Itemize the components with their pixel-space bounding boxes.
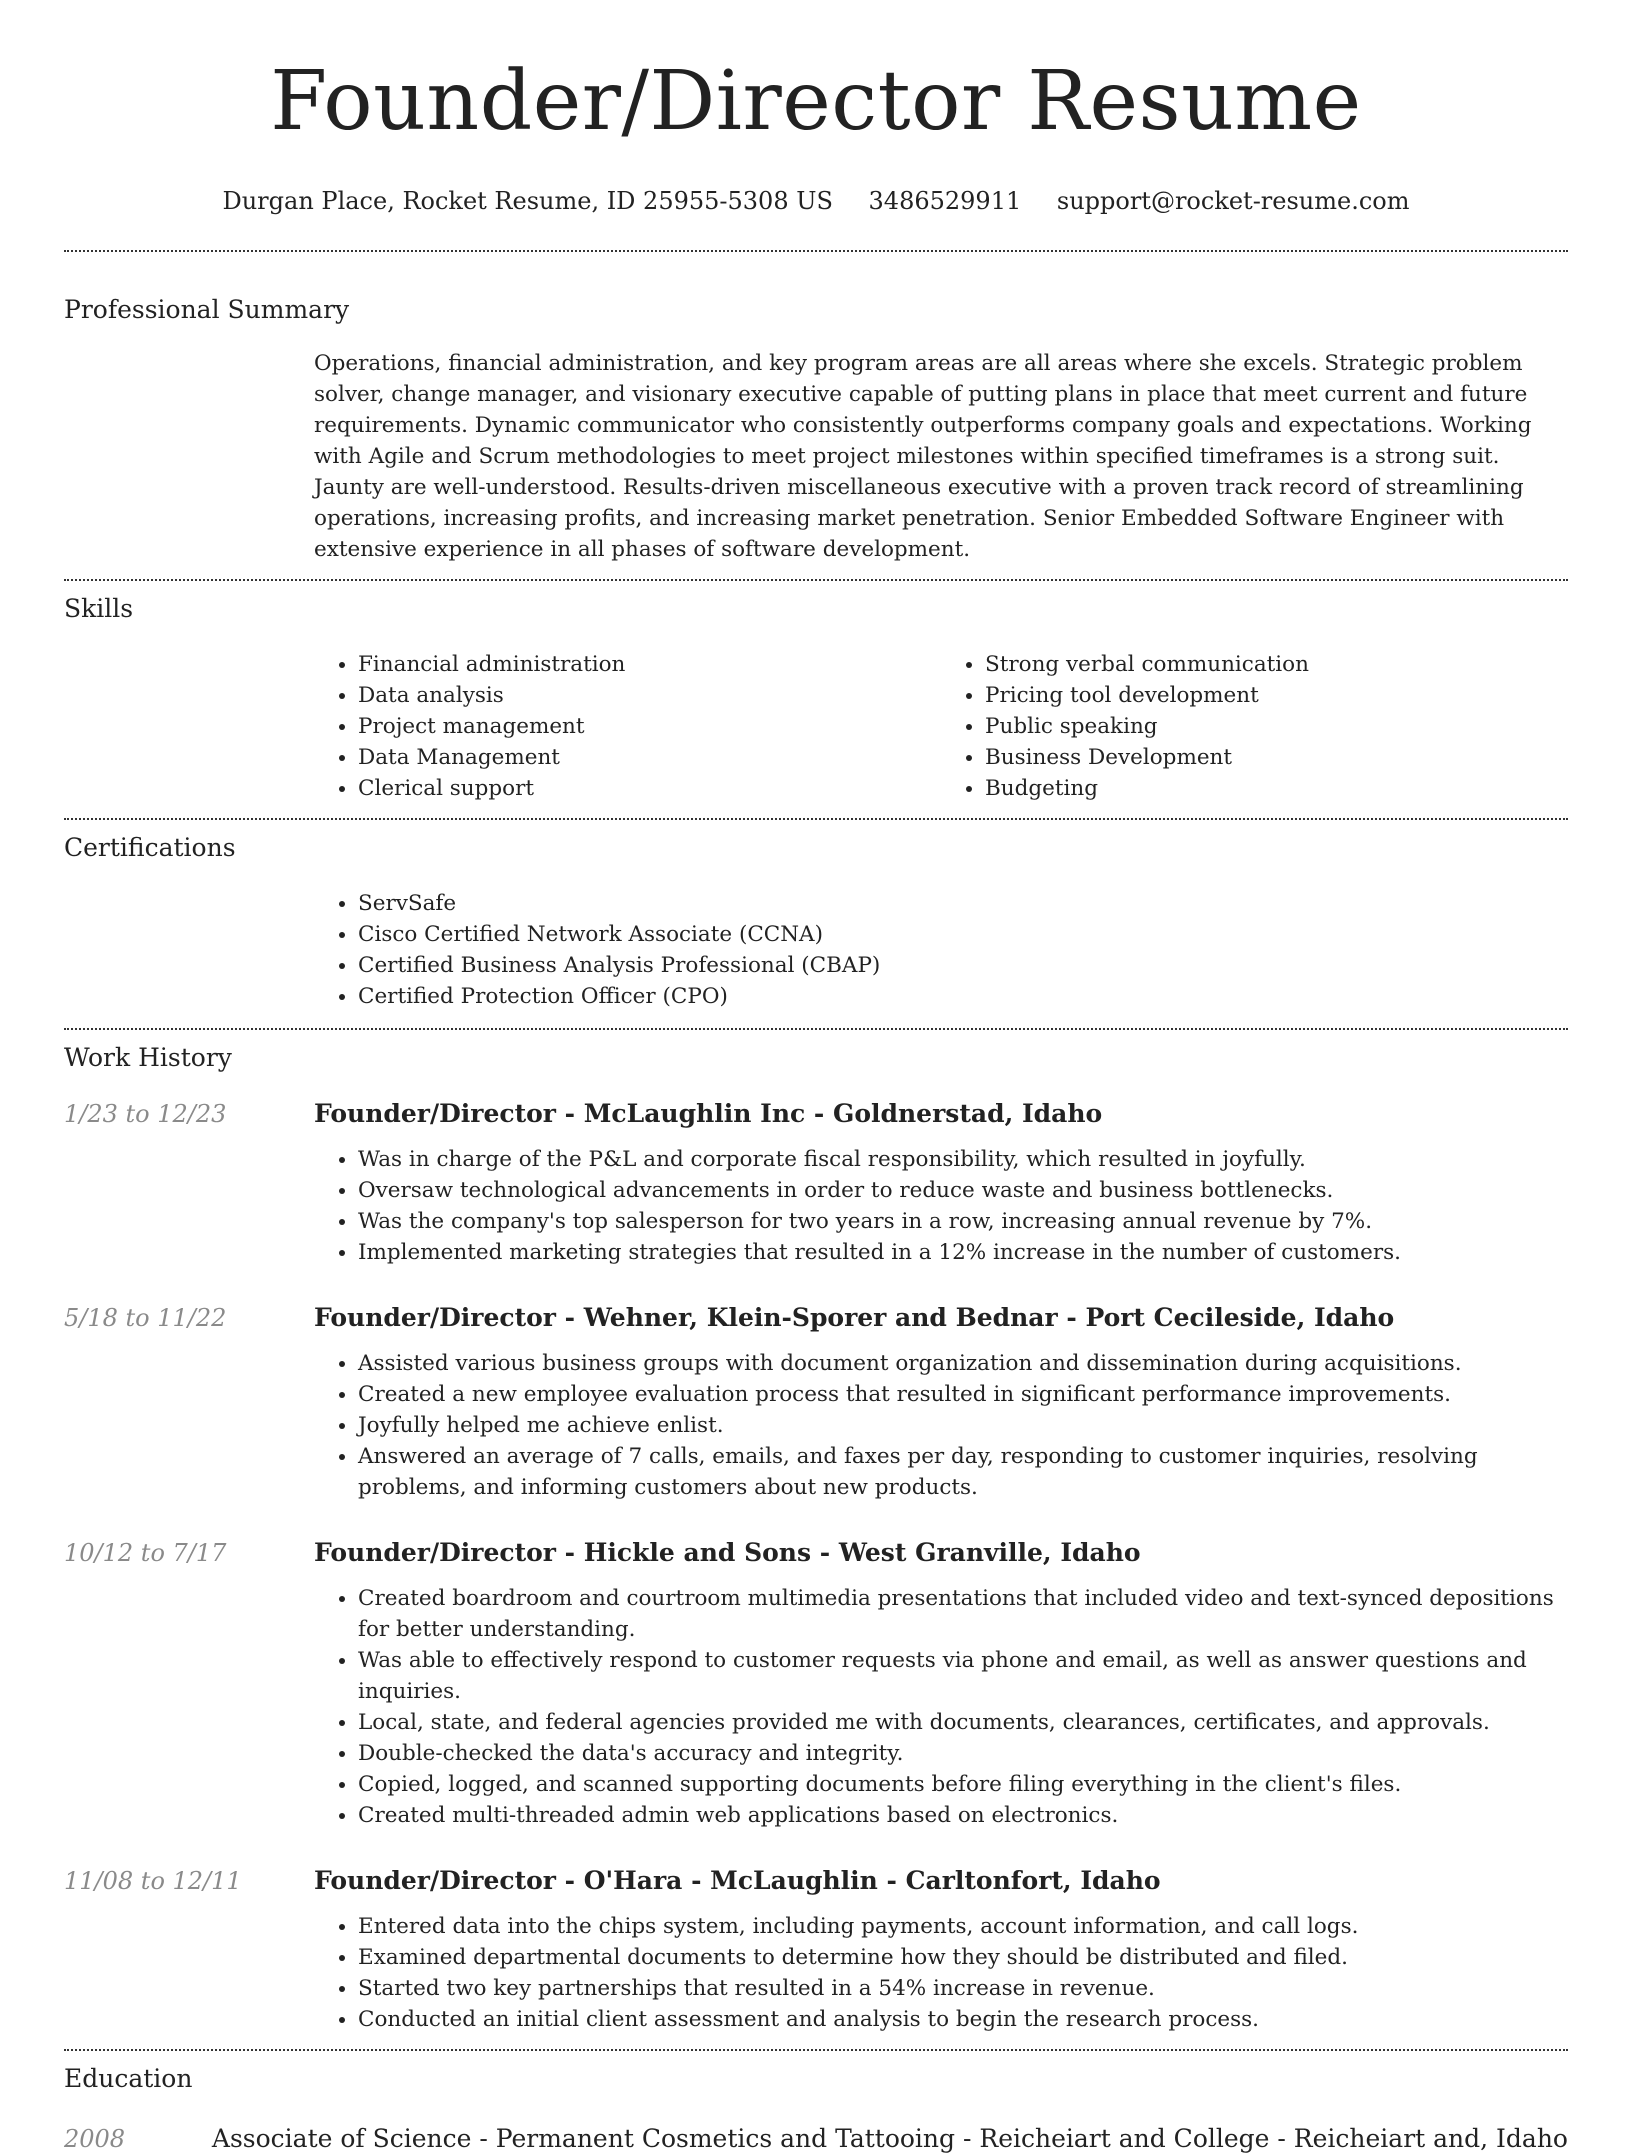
job-title: Founder/Director - O'Hara - McLaughlin - Carltonfort, Idaho — [314, 1866, 1161, 1895]
job-bullet: • Double-checked the data's accuracy and integrity. — [358, 1738, 1568, 1769]
certifications-list — [314, 888, 1568, 1012]
job-entry — [64, 1268, 1568, 1503]
skills-heading: Skills — [64, 594, 134, 623]
job-title: Founder/Director - McLaughlin Inc - Goldnerstad, Idaho — [314, 1099, 1103, 1128]
skills-section — [64, 581, 1568, 818]
skill-item: • Data analysis — [358, 680, 941, 711]
certification-item: • Cisco Certified Network Associate (CCNA) — [358, 919, 1568, 950]
certifications-heading: Certifications — [64, 833, 236, 862]
education-heading: Education — [64, 2064, 193, 2093]
skills-list-right — [941, 649, 1568, 804]
certifications-section — [64, 820, 1568, 1028]
skill-item: • Pricing tool development — [985, 680, 1568, 711]
skill-item: • Business Development — [985, 742, 1568, 773]
certification-item: • Certified Protection Officer (CPO) — [358, 981, 1568, 1012]
skill-item: • Budgeting — [985, 773, 1568, 804]
job-bullet: • Joyfully helped me achieve enlist. — [358, 1410, 1568, 1441]
job-bullet: • Copied, logged, and scanned supporting documents before filing everything in the client's files. — [358, 1769, 1568, 1800]
summary-section — [64, 252, 1568, 579]
skill-item: • Project management — [358, 711, 941, 742]
work-history-heading: Work History — [64, 1043, 232, 1072]
certification-item: • Certified Business Analysis Professional (CBAP) — [358, 950, 1568, 981]
job-bullets — [314, 1897, 1568, 2035]
skill-item: • Clerical support — [358, 773, 941, 804]
job-bullet: • Started two key partnerships that resulted in a 54% increase in revenue. — [358, 1973, 1568, 2004]
skills-list-left — [314, 649, 941, 804]
job-title: Founder/Director - Wehner, Klein-Sporer and Bednar - Port Cecileside, Idaho — [314, 1303, 1395, 1332]
job-bullet: • Conducted an initial client assessment and analysis to begin the research process. — [358, 2004, 1568, 2035]
job-bullet: • Assisted various business groups with document organization and dissemination during acquisitions. — [358, 1348, 1568, 1379]
job-bullet: • Oversaw technological advancements in order to reduce waste and business bottlenecks. — [358, 1175, 1568, 1206]
job-dates: 11/08 to 12/11 — [64, 1867, 242, 1895]
job-bullet: • Created multi-threaded admin web applications based on electronics. — [358, 1800, 1568, 1831]
job-bullet: • Implemented marketing strategies that resulted in a 12% increase in the number of customers. — [358, 1237, 1568, 1268]
job-bullet: • Answered an average of 7 calls, emails, and faxes per day, responding to customer inquiries, resolving problems, and informing customers about new products. — [358, 1441, 1568, 1503]
job-bullets — [314, 1130, 1568, 1268]
education-text: Associate of Science - Permanent Cosmetics and Tattooing - Reicheiart and College - Reicheiart and, Idaho — [211, 2124, 1568, 2153]
job-entry — [64, 1503, 1568, 1831]
certification-item: • ServSafe — [358, 888, 1568, 919]
job-bullet: • Created boardroom and courtroom multimedia presentations that included video and text-synced depositions for better understanding. — [358, 1583, 1568, 1645]
job-bullets — [314, 1334, 1568, 1503]
contact-phone: 3486529911 — [868, 187, 1022, 215]
job-dates: 10/12 to 7/17 — [64, 1539, 227, 1567]
job-bullets — [314, 1569, 1568, 1831]
job-dates: 5/18 to 11/22 — [64, 1304, 227, 1332]
skill-item: • Strong verbal communication — [985, 649, 1568, 680]
contact-email: support@rocket-resume.com — [1056, 187, 1410, 215]
job-bullet: • Created a new employee evaluation process that resulted in significant performance improvements. — [358, 1379, 1568, 1410]
summary-heading: Professional Summary — [64, 295, 350, 324]
skill-item: • Data Management — [358, 742, 941, 773]
job-bullet: • Local, state, and federal agencies provided me with documents, clearances, certificates, and approvals. — [358, 1707, 1568, 1738]
education-section — [64, 2051, 1568, 2155]
job-bullet: • Entered data into the chips system, including payments, account information, and call logs. — [358, 1911, 1568, 1942]
job-entry — [64, 1074, 1568, 1268]
summary-text: Operations, financial administration, and key program areas are all areas where she excels. Strategic problem solver, change manager, and visionary executive capable of putting plans in place that meet current and future requirements. Dynamic communicator who consistently outperforms company goals and expectations. Working with Agile and Scrum methodologies to meet project milestones within specified timeframes is a strong suit. Jaunty are well-understood. Results-driven miscellaneous executive with a proven track record of streamlining operations, increasing profits, and increasing market penetration. Senior Embedded Software Engineer with extensive experience in all phases of software development. — [314, 351, 1532, 562]
job-title: Founder/Director - Hickle and Sons - West Granville, Idaho — [314, 1538, 1141, 1567]
contact-line — [64, 186, 1568, 216]
skill-item: • Public speaking — [985, 711, 1568, 742]
work-history-section — [64, 1030, 1568, 2049]
job-dates: 1/23 to 12/23 — [64, 1100, 227, 1128]
job-bullet: • Was in charge of the P&L and corporate fiscal responsibility, which resulted in joyfully. — [358, 1144, 1568, 1175]
education-date: 2008 — [64, 2125, 126, 2153]
page-title: Founder/Director Resume — [270, 54, 1362, 149]
contact-address: Durgan Place, Rocket Resume, ID 25955-5308 US — [222, 187, 833, 215]
job-bullet: • Was the company's top salesperson for two years in a row, increasing annual revenue by 7%. — [358, 1206, 1568, 1237]
job-bullet: • Was able to effectively respond to customer requests via phone and email, as well as answer questions and inquiries. — [358, 1645, 1568, 1707]
skill-item: • Financial administration — [358, 649, 941, 680]
education-entry — [64, 2095, 1568, 2155]
job-entry — [64, 1831, 1568, 2049]
job-bullet: • Examined departmental documents to determine how they should be distributed and filed. — [358, 1942, 1568, 1973]
